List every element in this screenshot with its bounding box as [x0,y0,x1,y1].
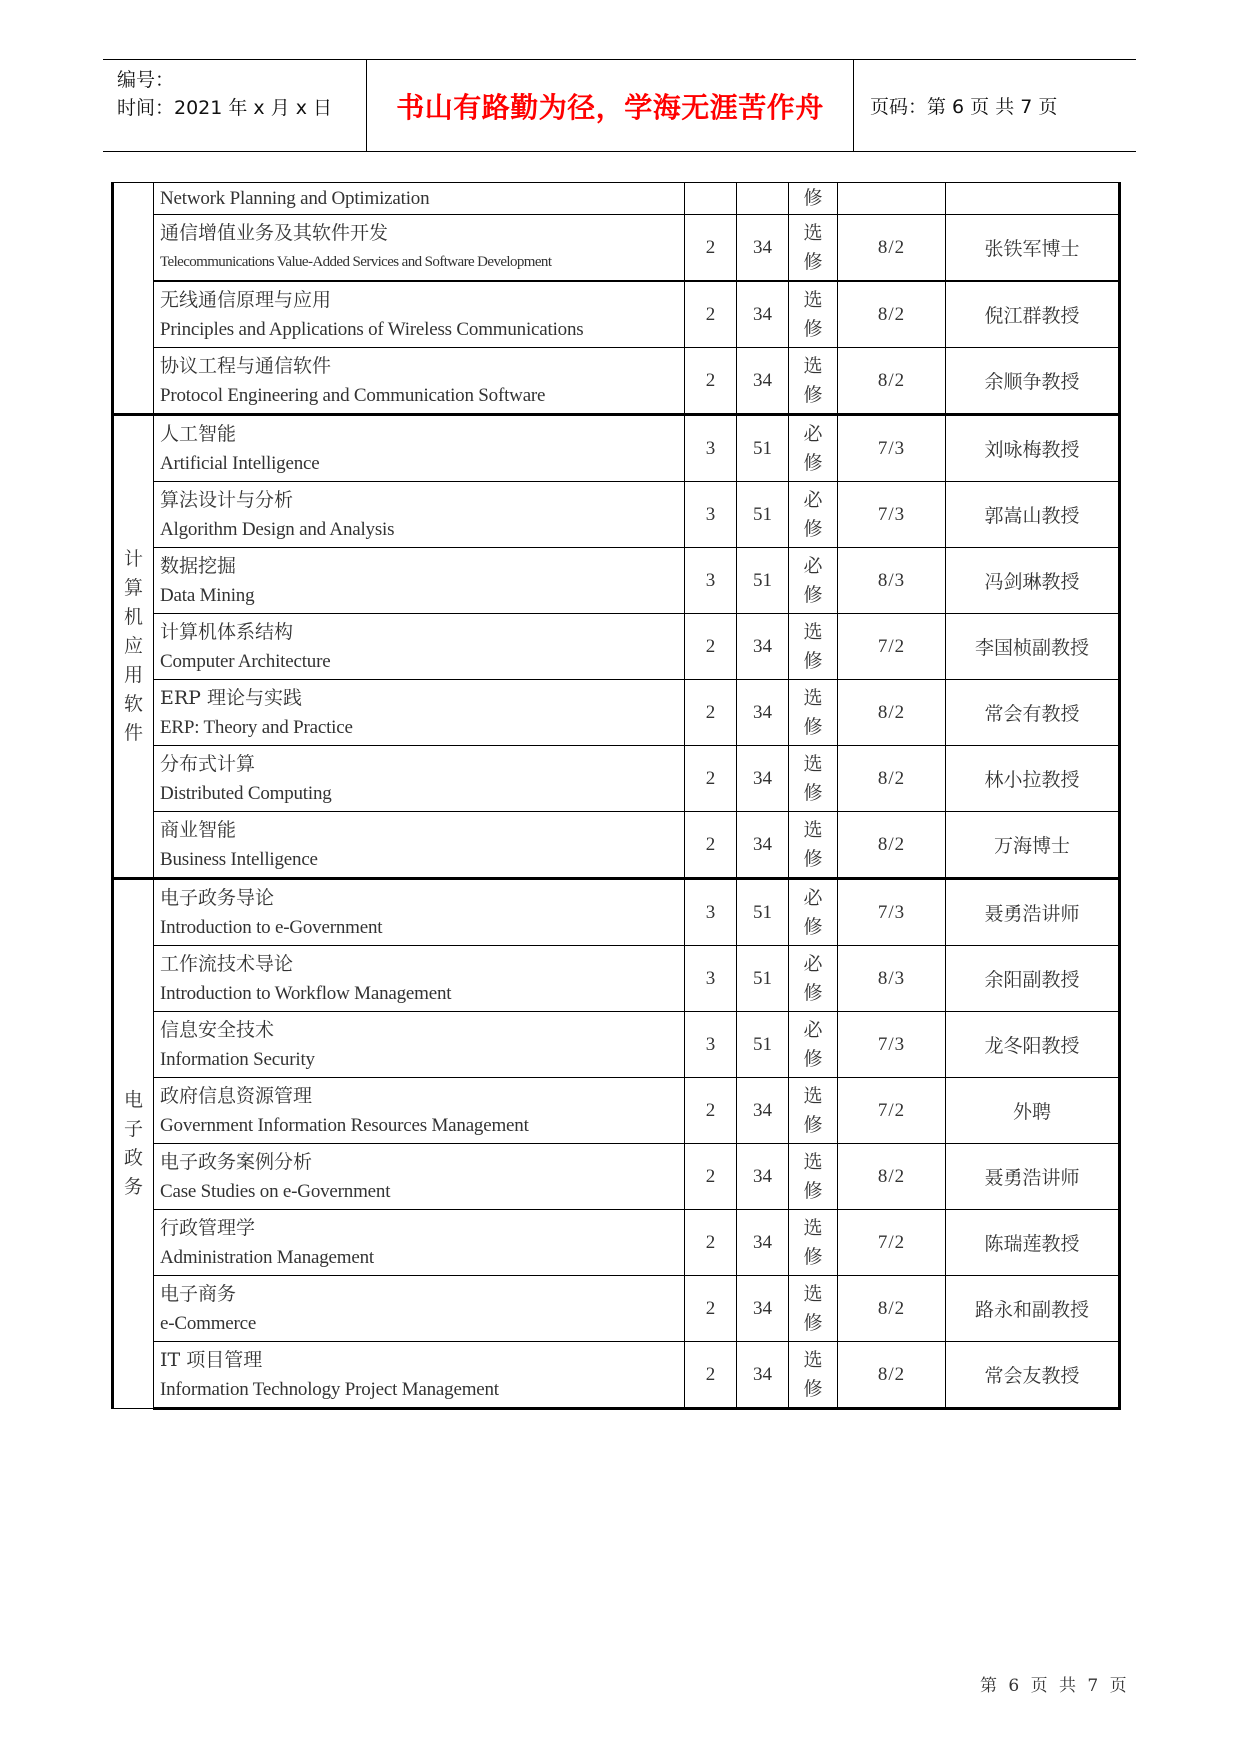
table-row [113,1078,1120,1144]
category-cell [113,879,154,1409]
course-type-cell [789,1078,838,1144]
table-row [113,1144,1120,1210]
semester-cell: 7/2 [838,614,946,680]
credits-cell: 2 [685,812,737,879]
table-row [113,348,1120,415]
teacher-cell [946,183,1120,215]
teacher-cell: 倪江群教授 [946,281,1120,348]
course-name-en: Artificial Intelligence [160,452,320,474]
course-type-label: 选修 [803,354,823,406]
course-name-cell [154,281,685,348]
table-row [113,746,1120,812]
course-name-cell [154,946,685,1012]
course-name-en: Telecommunications Value-Added Services and Software Development [160,253,552,270]
course-name-cell [154,614,685,680]
teacher-cell: 郭嵩山教授 [946,482,1120,548]
course-name-zh: 工作流技术导论 [160,952,294,975]
header-motto-cell [367,60,854,151]
category-cell [113,183,154,415]
teacher-cell: 万海博士 [946,812,1120,879]
hours-cell [737,183,789,215]
course-type-cell [789,1210,838,1276]
semester-cell: 8/2 [838,215,946,282]
course-name-cell [154,415,685,482]
credits-cell: 2 [685,1276,737,1342]
course-name-cell [154,482,685,548]
teacher-cell: 余阳副教授 [946,946,1120,1012]
hours-cell: 34 [737,614,789,680]
course-name-cell [154,215,685,282]
course-type-label: 必修 [803,422,823,474]
hours-cell: 51 [737,415,789,482]
course-name-zh: 政府信息资源管理 [160,1084,313,1107]
table-row [113,215,1120,282]
table-row [113,415,1120,482]
table-row [113,482,1120,548]
course-type-label: 选修 [803,1282,823,1334]
table-row [113,1012,1120,1078]
credits-cell: 2 [685,680,737,746]
course-name-cell [154,746,685,812]
course-type-label: 选修 [803,221,823,273]
course-name-cell [154,548,685,614]
course-type-cell [789,348,838,415]
course-name-cell [154,812,685,879]
teacher-cell: 李国桢副教授 [946,614,1120,680]
semester-cell: 7/2 [838,1078,946,1144]
hours-cell: 34 [737,1144,789,1210]
category-label: 计算机应用软件 [123,548,143,744]
table-row [113,548,1120,614]
course-type-cell [789,879,838,946]
course-type-cell [789,746,838,812]
course-type-label: 必修 [803,952,823,1004]
table-row [113,1342,1120,1409]
semester-cell: 8/3 [838,946,946,1012]
course-type-label: 选修 [803,288,823,340]
course-name-en: ERP: Theory and Practice [160,716,353,738]
course-name-zh: 电子政务案例分析 [160,1150,313,1173]
semester-cell: 7/3 [838,879,946,946]
course-name-en: Computer Architecture [160,650,331,672]
semester-cell [838,183,946,215]
course-name-cell [154,348,685,415]
hours-cell: 34 [737,281,789,348]
course-type-label: 必修 [803,1018,823,1070]
credits-cell: 3 [685,946,737,1012]
course-name-cell [154,879,685,946]
semester-cell: 7/3 [838,482,946,548]
credits-cell: 2 [685,746,737,812]
hours-cell: 34 [737,1210,789,1276]
credits-cell: 2 [685,1210,737,1276]
table-row [113,183,1120,215]
semester-cell: 8/2 [838,812,946,879]
semester-cell: 8/3 [838,548,946,614]
table-row [113,614,1120,680]
table-row [113,1210,1120,1276]
credits-cell: 3 [685,879,737,946]
hours-cell: 51 [737,946,789,1012]
course-name-zh: 人工智能 [160,422,237,445]
credits-cell: 2 [685,1144,737,1210]
course-name-cell [154,183,685,215]
course-type-cell [789,183,838,215]
hours-cell: 34 [737,812,789,879]
table-row [113,812,1120,879]
course-name-en: Introduction to e-Government [160,916,383,938]
teacher-cell: 聂勇浩讲师 [946,879,1120,946]
course-name-zh: 数据挖掘 [160,554,237,577]
table-row [113,879,1120,946]
course-type-label: 选修 [803,1348,823,1400]
credits-cell: 3 [685,1012,737,1078]
course-type-cell [789,812,838,879]
hours-cell: 34 [737,1276,789,1342]
course-type-label: 必修 [803,886,823,938]
date-line: 时间：2021 年 x 月 x 日 [117,97,333,119]
course-type-cell [789,1276,838,1342]
course-type-label: 选修 [803,1216,823,1268]
course-type-cell [789,680,838,746]
page-info: 页码：第 6 页 共 7 页 [870,96,1058,118]
semester-cell: 8/2 [838,746,946,812]
motto: 书山有路勤为径，学海无涯苦作舟 [396,90,824,124]
course-name-en: Information Technology Project Management [160,1378,499,1400]
teacher-cell: 冯剑琳教授 [946,548,1120,614]
course-name-cell [154,680,685,746]
teacher-cell: 张铁军博士 [946,215,1120,282]
course-type-label: 修 [803,187,823,209]
hours-cell: 51 [737,548,789,614]
page-footer: 第 6 页 共 7 页 [980,1676,1127,1696]
course-type-cell [789,281,838,348]
credits-cell: 3 [685,548,737,614]
course-name-en: Business Intelligence [160,848,318,870]
course-name-en: Protocol Engineering and Communication Software [160,384,546,406]
course-name-zh: 通信增值业务及其软件开发 [160,221,389,244]
course-name-en: Data Mining [160,584,255,606]
table-row [113,1276,1120,1342]
semester-cell: 7/2 [838,1210,946,1276]
teacher-cell: 陈瑞莲教授 [946,1210,1120,1276]
course-name-en: Government Information Resources Management [160,1114,529,1136]
doc-number-label: 编号： [117,69,175,91]
course-name-en: Distributed Computing [160,782,332,804]
course-type-label: 选修 [803,818,823,870]
header-page-cell [854,60,1136,151]
course-name-en: Administration Management [160,1246,374,1268]
course-name-en: Network Planning and Optimization [160,188,430,209]
credits-cell: 3 [685,482,737,548]
course-type-label: 必修 [803,554,823,606]
course-name-cell [154,1078,685,1144]
semester-cell: 8/2 [838,1276,946,1342]
course-name-zh: IT 项目管理 [160,1348,263,1371]
course-name-zh: 电子政务导论 [160,886,275,909]
teacher-cell: 龙冬阳教授 [946,1012,1120,1078]
course-type-label: 选修 [803,752,823,804]
course-name-cell [154,1342,685,1409]
hours-cell: 51 [737,1012,789,1078]
course-name-zh: ERP 理论与实践 [160,686,302,709]
course-type-label: 选修 [803,1084,823,1136]
course-type-cell [789,482,838,548]
course-table [111,182,1121,1410]
course-name-zh: 行政管理学 [160,1216,256,1239]
course-type-cell [789,548,838,614]
semester-cell: 8/2 [838,1144,946,1210]
header-meta [103,60,367,151]
hours-cell: 34 [737,746,789,812]
course-name-zh: 电子商务 [160,1282,237,1305]
course-name-zh: 计算机体系结构 [160,620,294,643]
credits-cell: 2 [685,348,737,415]
table-row [113,281,1120,348]
hours-cell: 34 [737,680,789,746]
credits-cell: 2 [685,1078,737,1144]
category-label: 电子政务 [123,1089,143,1198]
teacher-cell: 外聘 [946,1078,1120,1144]
course-type-cell [789,1342,838,1409]
course-name-cell [154,1144,685,1210]
table-row [113,946,1120,1012]
category-cell [113,415,154,879]
teacher-cell: 林小拉教授 [946,746,1120,812]
course-name-en: Introduction to Workflow Management [160,982,452,1004]
page-header [103,59,1136,152]
course-name-en: e-Commerce [160,1312,257,1334]
course-type-cell [789,1144,838,1210]
course-name-zh: 商业智能 [160,818,237,841]
hours-cell: 34 [737,1078,789,1144]
course-type-cell [789,215,838,282]
semester-cell: 8/2 [838,1342,946,1409]
course-type-cell [789,1012,838,1078]
course-name-en: Case Studies on e-Government [160,1180,391,1202]
credits-cell: 3 [685,415,737,482]
semester-cell: 7/3 [838,415,946,482]
semester-cell: 8/2 [838,281,946,348]
course-type-label: 选修 [803,686,823,738]
hours-cell: 51 [737,482,789,548]
semester-cell: 8/2 [838,680,946,746]
teacher-cell: 聂勇浩讲师 [946,1144,1120,1210]
table-row [113,680,1120,746]
course-type-cell [789,415,838,482]
hours-cell: 51 [737,879,789,946]
hours-cell: 34 [737,1342,789,1409]
course-type-label: 必修 [803,488,823,540]
course-type-label: 选修 [803,620,823,672]
hours-cell: 34 [737,348,789,415]
course-name-en: Principles and Applications of Wireless Communications [160,318,584,340]
semester-cell: 7/3 [838,1012,946,1078]
teacher-cell: 常会友教授 [946,1342,1120,1409]
course-table-body [113,183,1120,1409]
hours-cell: 34 [737,215,789,282]
course-name-cell [154,1012,685,1078]
teacher-cell: 余顺争教授 [946,348,1120,415]
course-name-zh: 无线通信原理与应用 [160,288,332,311]
course-name-cell [154,1276,685,1342]
teacher-cell: 常会有教授 [946,680,1120,746]
credits-cell: 2 [685,1342,737,1409]
teacher-cell: 刘咏梅教授 [946,415,1120,482]
course-name-zh: 算法设计与分析 [160,488,294,511]
course-name-zh: 分布式计算 [160,752,256,775]
course-type-cell [789,614,838,680]
semester-cell: 8/2 [838,348,946,415]
course-name-en: Information Security [160,1048,315,1070]
course-name-cell [154,1210,685,1276]
credits-cell: 2 [685,215,737,282]
course-type-cell [789,946,838,1012]
teacher-cell: 路永和副教授 [946,1276,1120,1342]
credits-cell: 2 [685,614,737,680]
credits-cell [685,183,737,215]
course-name-zh: 信息安全技术 [160,1018,275,1041]
course-name-zh: 协议工程与通信软件 [160,354,332,377]
course-type-label: 选修 [803,1150,823,1202]
course-name-en: Algorithm Design and Analysis [160,518,395,540]
credits-cell: 2 [685,281,737,348]
